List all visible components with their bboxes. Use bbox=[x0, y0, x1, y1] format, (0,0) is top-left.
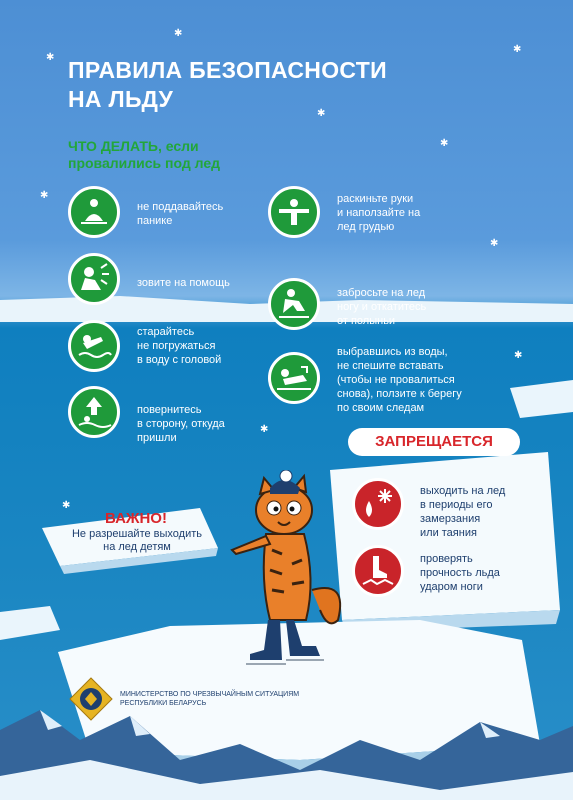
title-line-1: ПРАВИЛА БЕЗОПАСНОСТИ bbox=[68, 57, 387, 83]
forbidden-stomp-line-1: проверять bbox=[420, 553, 473, 565]
page-title bbox=[68, 56, 387, 114]
thawing-ice-icon bbox=[352, 478, 404, 530]
ministry-name bbox=[120, 690, 299, 708]
tip-crawl-line-5: по своим следам bbox=[337, 402, 425, 414]
tip-spread-line-2: и наползайте на bbox=[337, 207, 421, 219]
important-label: ВАЖНО! bbox=[105, 510, 167, 527]
forbidden-stomp-line-2: прочность льда bbox=[420, 567, 500, 579]
calm-person-icon bbox=[68, 186, 120, 238]
svg-text:✱: ✱ bbox=[260, 424, 269, 435]
important-line-2: на лед детям bbox=[103, 541, 171, 553]
svg-text:✱: ✱ bbox=[513, 44, 522, 55]
tip-spread-line-3: лед грудью bbox=[337, 221, 395, 233]
tip-spread-arms bbox=[337, 192, 420, 234]
stomping-ice-icon bbox=[352, 545, 404, 597]
tip-spread-line-1: раскиньте руки bbox=[337, 193, 414, 205]
spread-arms-icon bbox=[268, 186, 320, 238]
roll-away-icon bbox=[268, 278, 320, 330]
tip-crawl-to-shore bbox=[337, 345, 462, 415]
tip-crawl-line-3: (чтобы не провалиться bbox=[337, 374, 455, 386]
important-text bbox=[62, 528, 212, 554]
subtitle-line-2: провалились под лед bbox=[68, 155, 221, 171]
section-subtitle bbox=[68, 138, 220, 172]
subtitle-line-1: ЧТО ДЕЛАТЬ, если bbox=[68, 138, 199, 154]
svg-text:✱: ✱ bbox=[490, 238, 499, 249]
tip-head-line-1: старайтесь bbox=[137, 326, 195, 338]
calling-for-help-icon bbox=[68, 253, 120, 305]
svg-text:✱: ✱ bbox=[40, 190, 49, 201]
tip-panic-line-2: панике bbox=[137, 215, 173, 227]
tip-turn-line-2: в сторону, откуда bbox=[137, 418, 225, 430]
swimmer-in-water-icon bbox=[68, 320, 120, 372]
svg-text:✱: ✱ bbox=[317, 108, 326, 119]
tip-roll-line-2: ногу и откатитесь bbox=[337, 301, 427, 313]
tip-call-help-line-1: зовите на помощь bbox=[137, 277, 230, 289]
tip-call-help bbox=[137, 276, 230, 290]
cat-mascot-icon bbox=[220, 470, 350, 670]
svg-text:✱: ✱ bbox=[440, 138, 449, 149]
forbidden-thaw-line-4: или таяния bbox=[420, 527, 477, 539]
turn-back-arrow-icon bbox=[68, 386, 120, 438]
forbidden-label: ЗАПРЕЩАЕТСЯ bbox=[348, 428, 520, 456]
svg-text:✱: ✱ bbox=[62, 500, 71, 511]
tip-roll-line-3: от полыньи bbox=[337, 315, 396, 327]
forbidden-stomp-line-3: ударом ноги bbox=[420, 581, 483, 593]
forbidden-thaw-line-2: в периоды его bbox=[420, 499, 493, 511]
svg-text:✱: ✱ bbox=[174, 28, 183, 39]
tip-roll-line-1: забросьте на лед bbox=[337, 287, 426, 299]
tip-head-above-water bbox=[137, 325, 221, 367]
svg-text:✱: ✱ bbox=[514, 350, 523, 361]
ministry-line-2: РЕСПУБЛИКИ БЕЛАРУСЬ bbox=[120, 700, 207, 707]
forbidden-item-stomping bbox=[420, 552, 500, 594]
crawl-to-shore-icon bbox=[268, 352, 320, 404]
ministry-line-1: МИНИСТЕРСТВО ПО ЧРЕЗВЫЧАЙНЫМ СИТУАЦИЯМ bbox=[120, 691, 300, 698]
forbidden-item-thawing bbox=[420, 484, 505, 540]
tip-panic bbox=[137, 200, 223, 228]
tip-crawl-line-2: не спешите вставать bbox=[337, 360, 444, 372]
forbidden-thaw-line-3: замерзания bbox=[420, 513, 481, 525]
ministry-emblem-icon bbox=[68, 676, 114, 722]
tip-head-line-2: не погружаться bbox=[137, 340, 216, 352]
tip-turn-around bbox=[137, 403, 225, 445]
svg-text:✱: ✱ bbox=[46, 52, 55, 63]
tip-roll-away bbox=[337, 286, 426, 328]
tip-panic-line-1: не поддавайтесь bbox=[137, 201, 224, 213]
forbidden-thaw-line-1: выходить на лед bbox=[420, 485, 506, 497]
tip-turn-line-1: повернитесь bbox=[137, 404, 202, 416]
tip-crawl-line-1: выбравшись из воды, bbox=[337, 346, 448, 358]
tip-crawl-line-4: снова), ползите к берегу bbox=[337, 388, 462, 400]
tip-turn-line-3: пришли bbox=[137, 432, 177, 444]
tip-head-line-3: в воду с головой bbox=[137, 354, 222, 366]
important-line-1: Не разрешайте выходить bbox=[71, 528, 203, 540]
title-line-2: НА ЛЬДУ bbox=[68, 86, 174, 112]
